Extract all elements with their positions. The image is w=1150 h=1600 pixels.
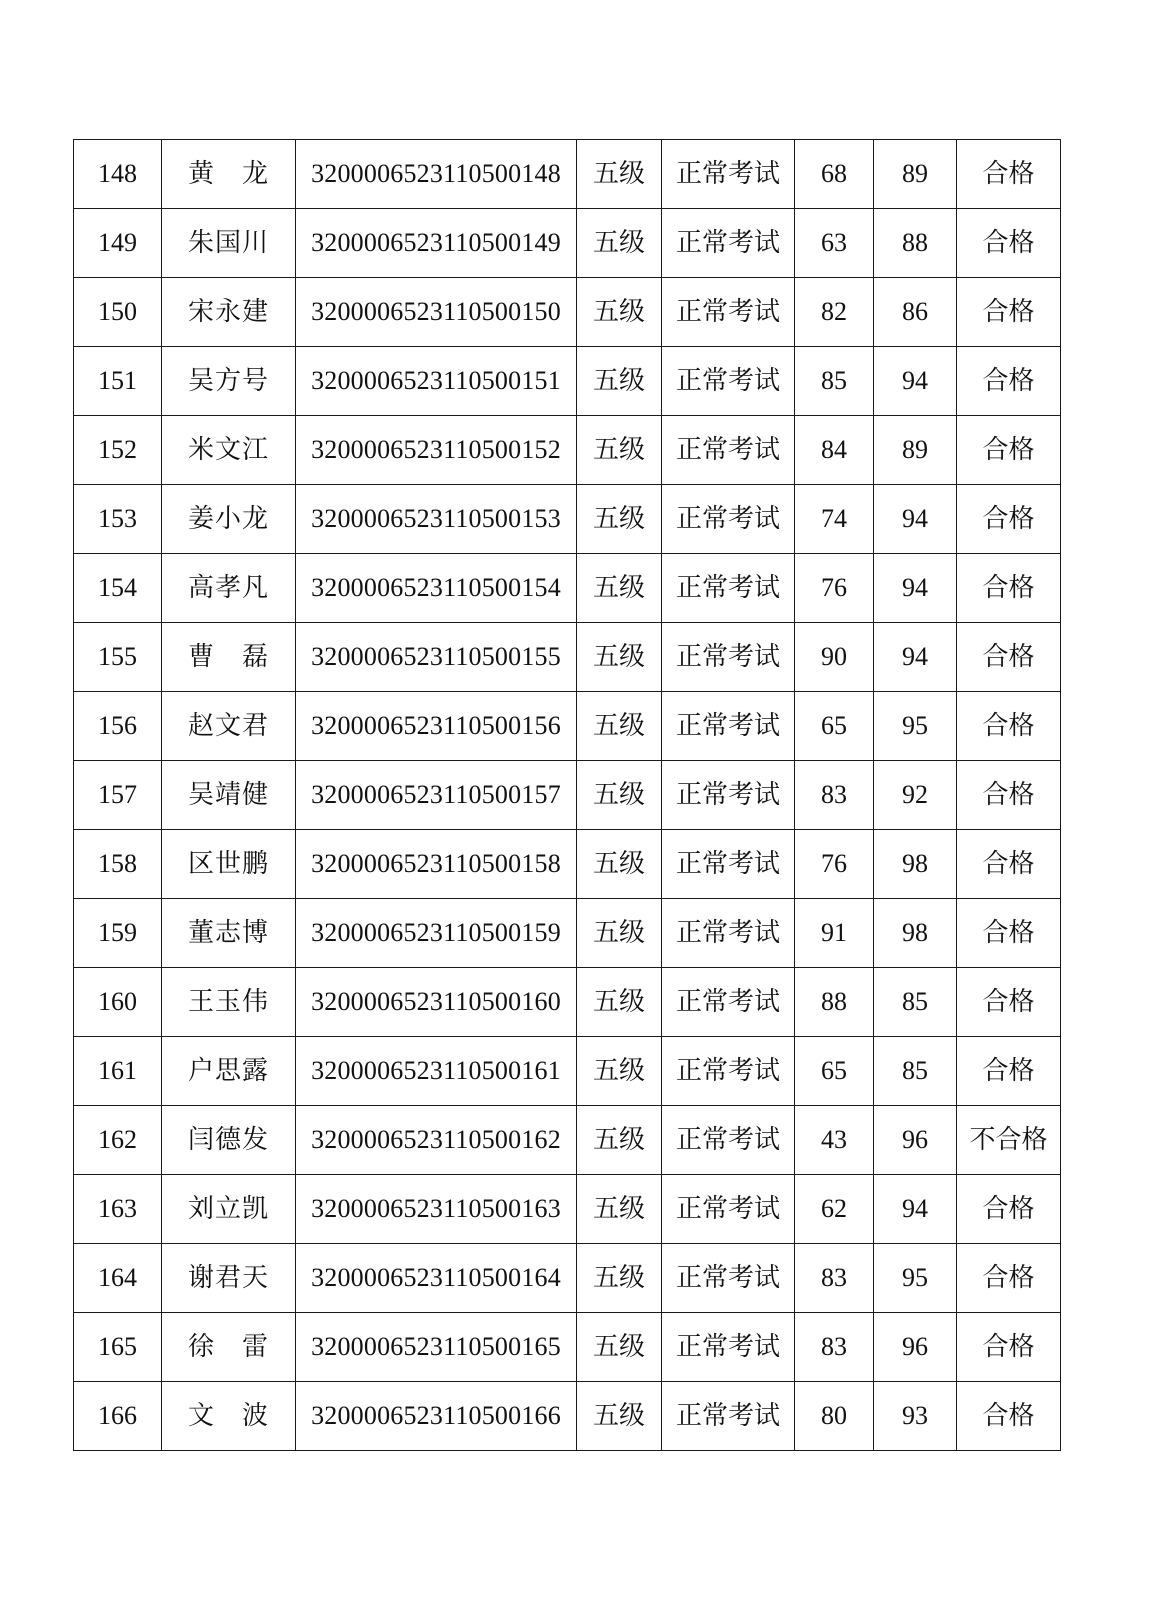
row-number-cell: 157 [74,761,162,830]
theory-score-cell: 83 [795,761,874,830]
certificate-number-cell: 3200006523110500154 [296,554,577,623]
name-cell: 区世鹏 [162,830,296,899]
row-number-cell: 158 [74,830,162,899]
practical-score-cell: 86 [874,278,957,347]
level-cell: 五级 [577,623,662,692]
level-cell: 五级 [577,140,662,209]
certificate-number-cell: 3200006523110500149 [296,209,577,278]
name-cell: 董志博 [162,899,296,968]
result-cell: 不合格 [957,1106,1061,1175]
table-row [74,830,1061,899]
exam-type-cell: 正常考试 [662,1175,795,1244]
practical-score-cell: 94 [874,347,957,416]
row-number-cell: 151 [74,347,162,416]
exam-type-cell: 正常考试 [662,1106,795,1175]
name-cell: 吴方号 [162,347,296,416]
result-cell: 合格 [957,140,1061,209]
row-number-cell: 159 [74,899,162,968]
certificate-number-cell: 3200006523110500165 [296,1313,577,1382]
theory-score-cell: 62 [795,1175,874,1244]
level-cell: 五级 [577,347,662,416]
name-cell: 米文江 [162,416,296,485]
exam-type-cell: 正常考试 [662,1382,795,1451]
practical-score-cell: 94 [874,623,957,692]
result-cell: 合格 [957,623,1061,692]
table-row [74,623,1061,692]
row-number-cell: 153 [74,485,162,554]
level-cell: 五级 [577,209,662,278]
theory-score-cell: 68 [795,140,874,209]
result-cell: 合格 [957,278,1061,347]
table-row [74,485,1061,554]
results-sheet [73,139,1060,1451]
practical-score-cell: 85 [874,1037,957,1106]
name-cell: 黄 龙 [162,140,296,209]
name-cell: 闫德发 [162,1106,296,1175]
certificate-number-cell: 3200006523110500164 [296,1244,577,1313]
name-cell: 赵文君 [162,692,296,761]
exam-type-cell: 正常考试 [662,761,795,830]
certificate-number-cell: 3200006523110500158 [296,830,577,899]
result-cell: 合格 [957,209,1061,278]
table-row [74,968,1061,1037]
certificate-number-cell: 3200006523110500160 [296,968,577,1037]
row-number-cell: 155 [74,623,162,692]
practical-score-cell: 94 [874,1175,957,1244]
practical-score-cell: 89 [874,140,957,209]
row-number-cell: 154 [74,554,162,623]
row-number-cell: 160 [74,968,162,1037]
exam-type-cell: 正常考试 [662,416,795,485]
level-cell: 五级 [577,554,662,623]
row-number-cell: 163 [74,1175,162,1244]
certificate-number-cell: 3200006523110500152 [296,416,577,485]
practical-score-cell: 95 [874,692,957,761]
certificate-number-cell: 3200006523110500150 [296,278,577,347]
row-number-cell: 156 [74,692,162,761]
name-cell: 姜小龙 [162,485,296,554]
exam-type-cell: 正常考试 [662,692,795,761]
certificate-number-cell: 3200006523110500157 [296,761,577,830]
exam-type-cell: 正常考试 [662,830,795,899]
result-cell: 合格 [957,830,1061,899]
theory-score-cell: 88 [795,968,874,1037]
certificate-number-cell: 3200006523110500161 [296,1037,577,1106]
table-body [74,140,1061,1451]
result-cell: 合格 [957,761,1061,830]
result-cell: 合格 [957,899,1061,968]
exam-type-cell: 正常考试 [662,1313,795,1382]
practical-score-cell: 85 [874,968,957,1037]
exam-type-cell: 正常考试 [662,140,795,209]
theory-score-cell: 90 [795,623,874,692]
result-cell: 合格 [957,1244,1061,1313]
level-cell: 五级 [577,1175,662,1244]
table-row [74,1106,1061,1175]
table-row [74,1175,1061,1244]
name-cell: 刘立凯 [162,1175,296,1244]
exam-type-cell: 正常考试 [662,623,795,692]
practical-score-cell: 94 [874,485,957,554]
theory-score-cell: 65 [795,692,874,761]
certificate-number-cell: 3200006523110500148 [296,140,577,209]
row-number-cell: 165 [74,1313,162,1382]
practical-score-cell: 98 [874,899,957,968]
theory-score-cell: 83 [795,1313,874,1382]
level-cell: 五级 [577,968,662,1037]
result-cell: 合格 [957,416,1061,485]
name-cell: 高孝凡 [162,554,296,623]
row-number-cell: 149 [74,209,162,278]
theory-score-cell: 82 [795,278,874,347]
level-cell: 五级 [577,1382,662,1451]
name-cell: 朱国川 [162,209,296,278]
name-cell: 户思露 [162,1037,296,1106]
name-cell: 曹 磊 [162,623,296,692]
exam-type-cell: 正常考试 [662,968,795,1037]
level-cell: 五级 [577,692,662,761]
table-row [74,692,1061,761]
certificate-number-cell: 3200006523110500162 [296,1106,577,1175]
exam-type-cell: 正常考试 [662,278,795,347]
practical-score-cell: 98 [874,830,957,899]
exam-type-cell: 正常考试 [662,485,795,554]
table-row [74,1313,1061,1382]
table-row [74,899,1061,968]
table-row [74,347,1061,416]
certificate-number-cell: 3200006523110500163 [296,1175,577,1244]
result-cell: 合格 [957,554,1061,623]
exam-type-cell: 正常考试 [662,899,795,968]
results-table [73,139,1061,1451]
level-cell: 五级 [577,830,662,899]
theory-score-cell: 74 [795,485,874,554]
certificate-number-cell: 3200006523110500156 [296,692,577,761]
exam-type-cell: 正常考试 [662,1037,795,1106]
row-number-cell: 166 [74,1382,162,1451]
table-row [74,209,1061,278]
level-cell: 五级 [577,416,662,485]
certificate-number-cell: 3200006523110500155 [296,623,577,692]
row-number-cell: 161 [74,1037,162,1106]
result-cell: 合格 [957,1037,1061,1106]
practical-score-cell: 94 [874,554,957,623]
theory-score-cell: 43 [795,1106,874,1175]
certificate-number-cell: 3200006523110500151 [296,347,577,416]
table-row [74,1244,1061,1313]
theory-score-cell: 76 [795,554,874,623]
theory-score-cell: 65 [795,1037,874,1106]
practical-score-cell: 96 [874,1313,957,1382]
table-row [74,554,1061,623]
certificate-number-cell: 3200006523110500159 [296,899,577,968]
table-row [74,140,1061,209]
level-cell: 五级 [577,485,662,554]
theory-score-cell: 85 [795,347,874,416]
row-number-cell: 152 [74,416,162,485]
result-cell: 合格 [957,1313,1061,1382]
result-cell: 合格 [957,485,1061,554]
level-cell: 五级 [577,1106,662,1175]
table-row [74,1037,1061,1106]
theory-score-cell: 76 [795,830,874,899]
row-number-cell: 148 [74,140,162,209]
level-cell: 五级 [577,1244,662,1313]
theory-score-cell: 84 [795,416,874,485]
level-cell: 五级 [577,899,662,968]
name-cell: 王玉伟 [162,968,296,1037]
row-number-cell: 150 [74,278,162,347]
result-cell: 合格 [957,1175,1061,1244]
result-cell: 合格 [957,347,1061,416]
level-cell: 五级 [577,278,662,347]
level-cell: 五级 [577,1037,662,1106]
exam-type-cell: 正常考试 [662,209,795,278]
practical-score-cell: 88 [874,209,957,278]
name-cell: 文 波 [162,1382,296,1451]
name-cell: 谢君天 [162,1244,296,1313]
exam-type-cell: 正常考试 [662,554,795,623]
result-cell: 合格 [957,1382,1061,1451]
practical-score-cell: 93 [874,1382,957,1451]
theory-score-cell: 91 [795,899,874,968]
row-number-cell: 164 [74,1244,162,1313]
table-row [74,278,1061,347]
name-cell: 宋永建 [162,278,296,347]
practical-score-cell: 95 [874,1244,957,1313]
exam-type-cell: 正常考试 [662,1244,795,1313]
certificate-number-cell: 3200006523110500153 [296,485,577,554]
result-cell: 合格 [957,968,1061,1037]
theory-score-cell: 83 [795,1244,874,1313]
table-row [74,1382,1061,1451]
name-cell: 徐 雷 [162,1313,296,1382]
certificate-number-cell: 3200006523110500166 [296,1382,577,1451]
practical-score-cell: 92 [874,761,957,830]
table-row [74,416,1061,485]
level-cell: 五级 [577,761,662,830]
practical-score-cell: 96 [874,1106,957,1175]
result-cell: 合格 [957,692,1061,761]
level-cell: 五级 [577,1313,662,1382]
name-cell: 吴靖健 [162,761,296,830]
theory-score-cell: 80 [795,1382,874,1451]
table-row [74,761,1061,830]
exam-type-cell: 正常考试 [662,347,795,416]
theory-score-cell: 63 [795,209,874,278]
row-number-cell: 162 [74,1106,162,1175]
practical-score-cell: 89 [874,416,957,485]
